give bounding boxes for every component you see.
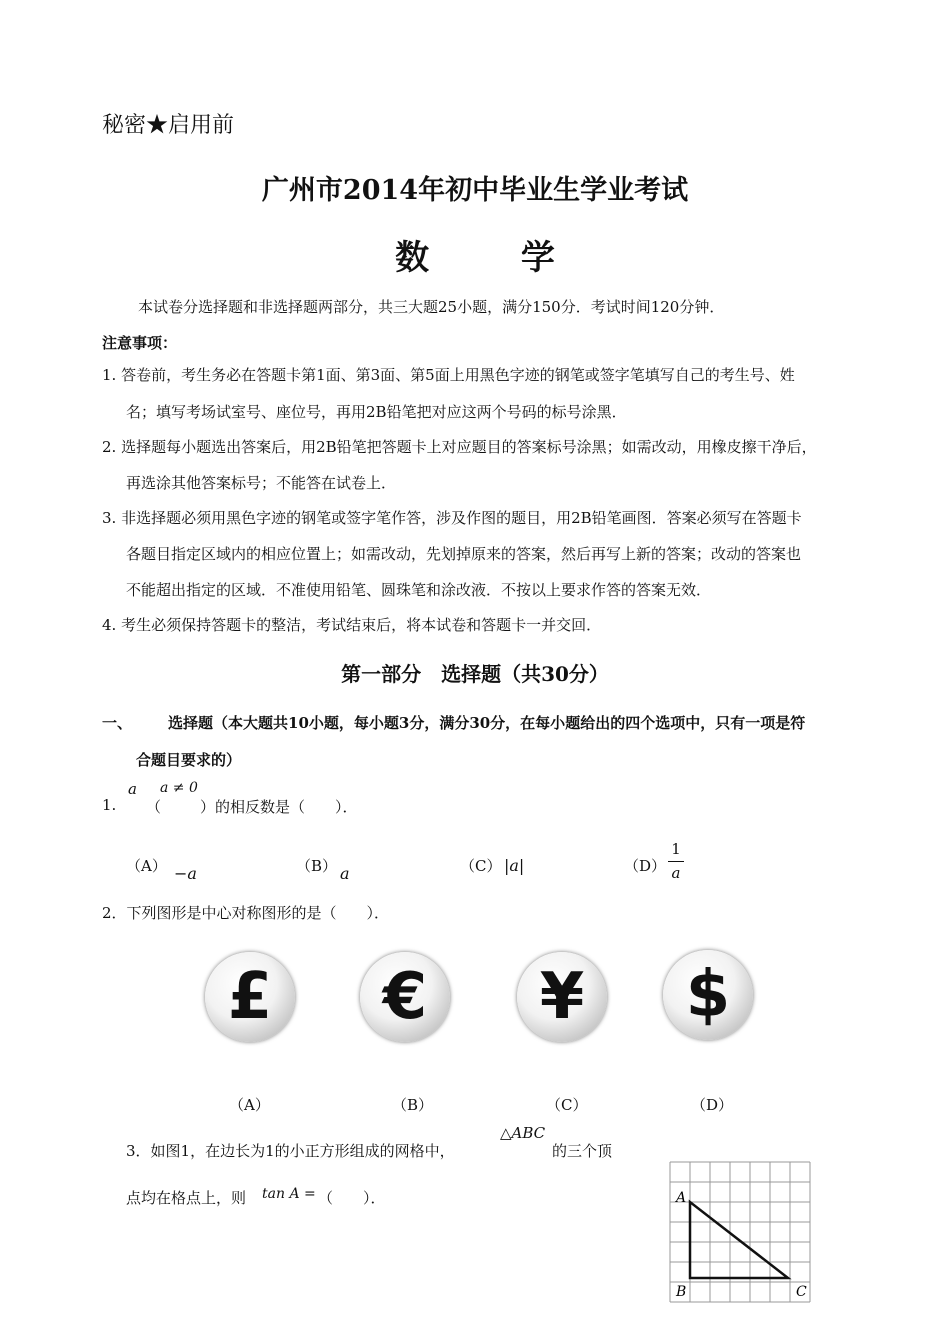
q1-option-c-value: |a| [504, 856, 525, 875]
vertex-c-label: C [796, 1284, 807, 1300]
subject-title: 数 学 [395, 238, 595, 278]
fraction-bar [668, 861, 684, 862]
q2-option-a-label: （A） [229, 1096, 270, 1114]
q2-option-c-label: （C） [546, 1096, 588, 1114]
q1-option-d-label: （D） [624, 857, 667, 875]
triangle-abc [690, 1202, 788, 1278]
q1-option-a-label: （A） [126, 857, 167, 875]
q3-stem-part3: 点均在格点上，则 [126, 1189, 247, 1207]
q1-option-c-label: （C） [460, 857, 502, 875]
q3-stem-part4: （ ）． [318, 1189, 386, 1207]
q1-open-paren: （ [146, 798, 162, 816]
q1-option-a-value: −a [174, 864, 197, 883]
notice-line: 名；填写考场试室号、座位号，再用2B铅笔把对应这两个号码的标号涂黑． [126, 403, 627, 421]
q2-option-b-label: （B） [392, 1096, 434, 1114]
yen-symbol: ¥ [539, 960, 585, 1034]
q2-stem: 2．下列图形是中心对称图形的是（ ）． [102, 904, 390, 922]
q1-option-d-numerator: 1 [671, 840, 681, 858]
section-heading: 选择题（本大题共10小题，每小题3分，满分30分，在每小题给出的四个选项中，只有一项是符 [168, 714, 806, 732]
q1-option-b-value: a [340, 864, 350, 883]
pound-coin-icon [205, 952, 295, 1042]
yen-coin-icon [517, 952, 607, 1042]
euro-symbol: € [382, 960, 428, 1034]
exam-intro: 本试卷分选择题和非选择题两部分，共三大题25小题，满分150分．考试时间120分钟． [138, 298, 725, 316]
notice-line: 2. 选择题每小题选出答案后，用2B铅笔把答题卡上对应题目的答案标号涂黑；如需改动，用橡皮擦干净后， [102, 438, 817, 456]
q3-triangle-label: △ABC [500, 1124, 546, 1142]
q3-stem-part1: 3．如图1，在边长为1的小正方形组成的网格中， [126, 1142, 455, 1160]
euro-coin-icon [360, 952, 450, 1042]
q1-option-d-denominator: a [671, 864, 681, 882]
section-heading-cont: 合题目要求的） [136, 751, 242, 769]
pound-symbol: £ [227, 960, 273, 1034]
q1-number: 1. [102, 796, 117, 814]
notice-line: 各题目指定区域内的相应位置上；如需改动，先划掉原来的答案，然后再写上新的答案；改动的答案也 [126, 545, 802, 563]
q3-tan-expression: tan A = [262, 1186, 316, 1202]
q2-option-d-label: （D） [691, 1096, 734, 1114]
q1-variable: a [128, 780, 137, 798]
q1-option-b-label: （B） [296, 857, 338, 875]
vertex-b-label: B [676, 1284, 687, 1300]
q1-stem: ）的相反数是（ ）． [200, 798, 358, 816]
notice-line: 3. 非选择题必须用黑色字迹的钢笔或签字笔作答，涉及作图的题目，用2B铅笔画图．答案必须写在答题卡 [102, 509, 802, 527]
notice-heading: 注意事项： [102, 334, 178, 352]
dollar-symbol: $ [685, 958, 731, 1032]
notice-line: 4. 考生必须保持答题卡的整洁，考试结束后，将本试卷和答题卡一并交回． [102, 616, 602, 634]
confidential-mark: 秘密★启用前 [102, 113, 235, 138]
notice-line: 再选涂其他答案标号；不能答在试卷上． [126, 474, 397, 492]
grid-figure [660, 1154, 820, 1308]
notice-line: 1. 答卷前，考生务必在答题卡第1面、第3面、第5面上用黑色字迹的钢笔或签字笔填写自己的考生号、姓 [102, 366, 795, 384]
dollar-coin-icon [663, 950, 753, 1040]
q1-condition: a ≠ 0 [160, 780, 198, 796]
section-number: 一、 [102, 714, 133, 732]
vertex-a-label: A [676, 1190, 687, 1206]
q3-stem-part2: 的三个顶 [552, 1142, 613, 1160]
notice-line: 不能超出指定的区域．不准使用铅笔、圆珠笔和涂改液．不按以上要求作答的答案无效． [126, 581, 712, 599]
exam-title: 广州市2014年初中毕业生学业考试 [261, 175, 689, 206]
part1-title: 第一部分 选择题（共30分） [341, 662, 609, 686]
